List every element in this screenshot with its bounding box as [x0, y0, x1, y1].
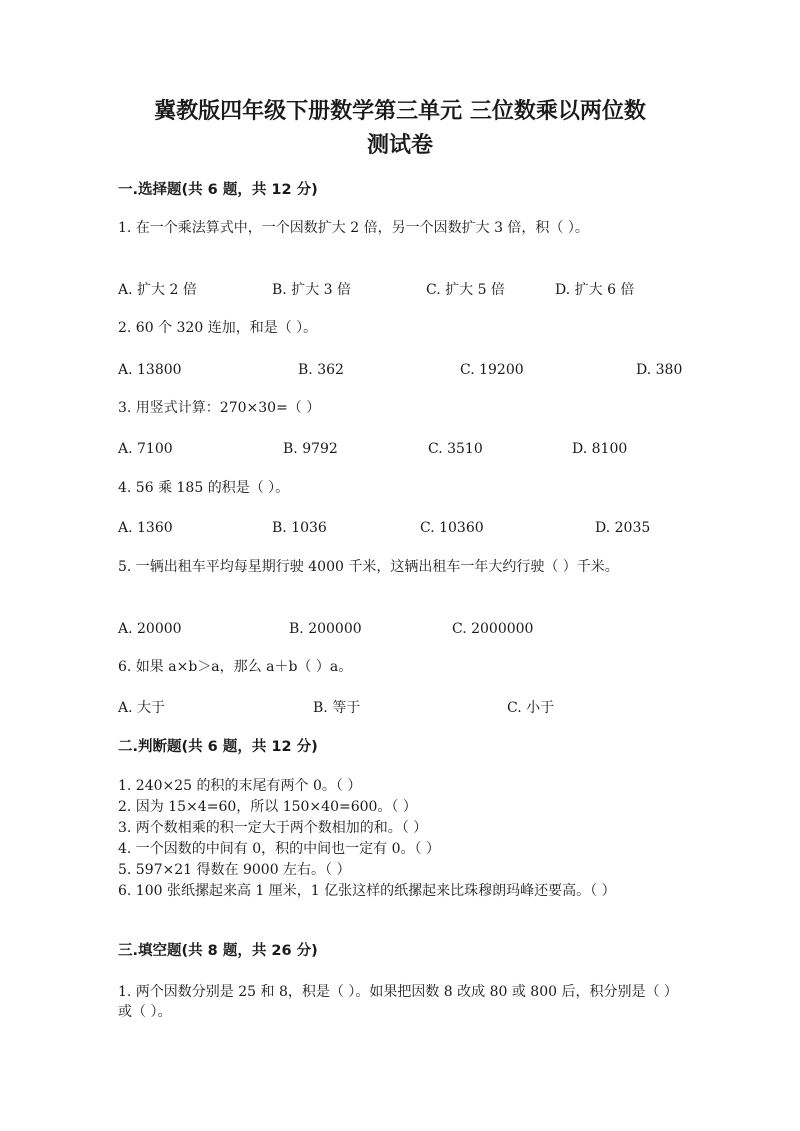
option-c: C. 2000000 — [452, 621, 534, 637]
option-d: D. 2035 — [595, 520, 651, 536]
option-c: C. 小于 — [507, 700, 555, 716]
option-a: A. 13800 — [118, 362, 182, 378]
option-a: A. 1360 — [118, 520, 173, 536]
list-item: 3. 两个数相乘的积一定大于两个数相加的和。（ ） — [118, 820, 428, 836]
question-2: 2. 60 个 320 连加，和是（ ）。 — [118, 320, 318, 336]
option-b: B. 200000 — [289, 621, 362, 637]
option-b: B. 扩大 3 倍 — [272, 282, 351, 298]
page-title-line2: 测试卷 — [366, 133, 433, 158]
option-c: C. 10360 — [420, 520, 484, 536]
section-heading-choice: 一.选择题(共 6 题，共 12 分) — [118, 182, 318, 198]
option-d: D. 扩大 6 倍 — [555, 282, 635, 298]
section-heading-fill-blank: 三.填空题(共 8 题，共 26 分) — [118, 943, 318, 959]
option-a: A. 扩大 2 倍 — [118, 282, 197, 298]
option-a: A. 20000 — [118, 621, 182, 637]
option-a: A. 大于 — [118, 700, 166, 716]
fill-question-1: 1. 两个因数分别是 25 和 8，积是（ ）。如果把因数 8 改成 80 或 800 后，积分别是（ ）或（ ）。 — [118, 984, 678, 1020]
question-3: 3. 用竖式计算：270×30=（ ） — [118, 400, 321, 416]
list-item: 6. 100 张纸摞起来高 1 厘米，1 亿张这样的纸摞起来比珠穆朗玛峰还要高。（ ） — [118, 883, 616, 899]
option-c: C. 扩大 5 倍 — [426, 282, 505, 298]
question-4: 4. 56 乘 185 的积是（ ）。 — [118, 480, 290, 496]
option-b: B. 9792 — [283, 441, 338, 457]
question-1: 1. 在一个乘法算式中，一个因数扩大 2 倍，另一个因数扩大 3 倍，积（ ）。 — [118, 220, 589, 236]
option-c: C. 3510 — [428, 441, 483, 457]
page-title-line1: 冀教版四年级下册数学第三单元 三位数乘以两位数 — [154, 99, 646, 124]
option-d: D. 380 — [636, 362, 683, 378]
option-a: A. 7100 — [118, 441, 173, 457]
question-6: 6. 如果 a×b＞a，那么 a＋b（ ）a。 — [118, 659, 353, 675]
option-c: C. 19200 — [460, 362, 524, 378]
option-b: B. 等于 — [313, 700, 361, 716]
option-b: B. 362 — [298, 362, 344, 378]
list-item: 2. 因为 15×4=60，所以 150×40=600。（ ） — [118, 799, 417, 815]
option-b: B. 1036 — [272, 520, 327, 536]
question-5: 5. 一辆出租车平均每星期行驶 4000 千米，这辆出租车一年大约行驶（ ）千米。 — [118, 559, 619, 575]
list-item: 1. 240×25 的积的末尾有两个 0。（ ） — [118, 778, 362, 794]
list-item: 5. 597×21 得数在 9000 左右。（ ） — [118, 862, 351, 878]
option-d: D. 8100 — [572, 441, 628, 457]
list-item: 4. 一个因数的中间有 0，积的中间也一定有 0。（ ） — [118, 841, 440, 857]
section-heading-true-false: 二.判断题(共 6 题，共 12 分) — [118, 739, 318, 755]
